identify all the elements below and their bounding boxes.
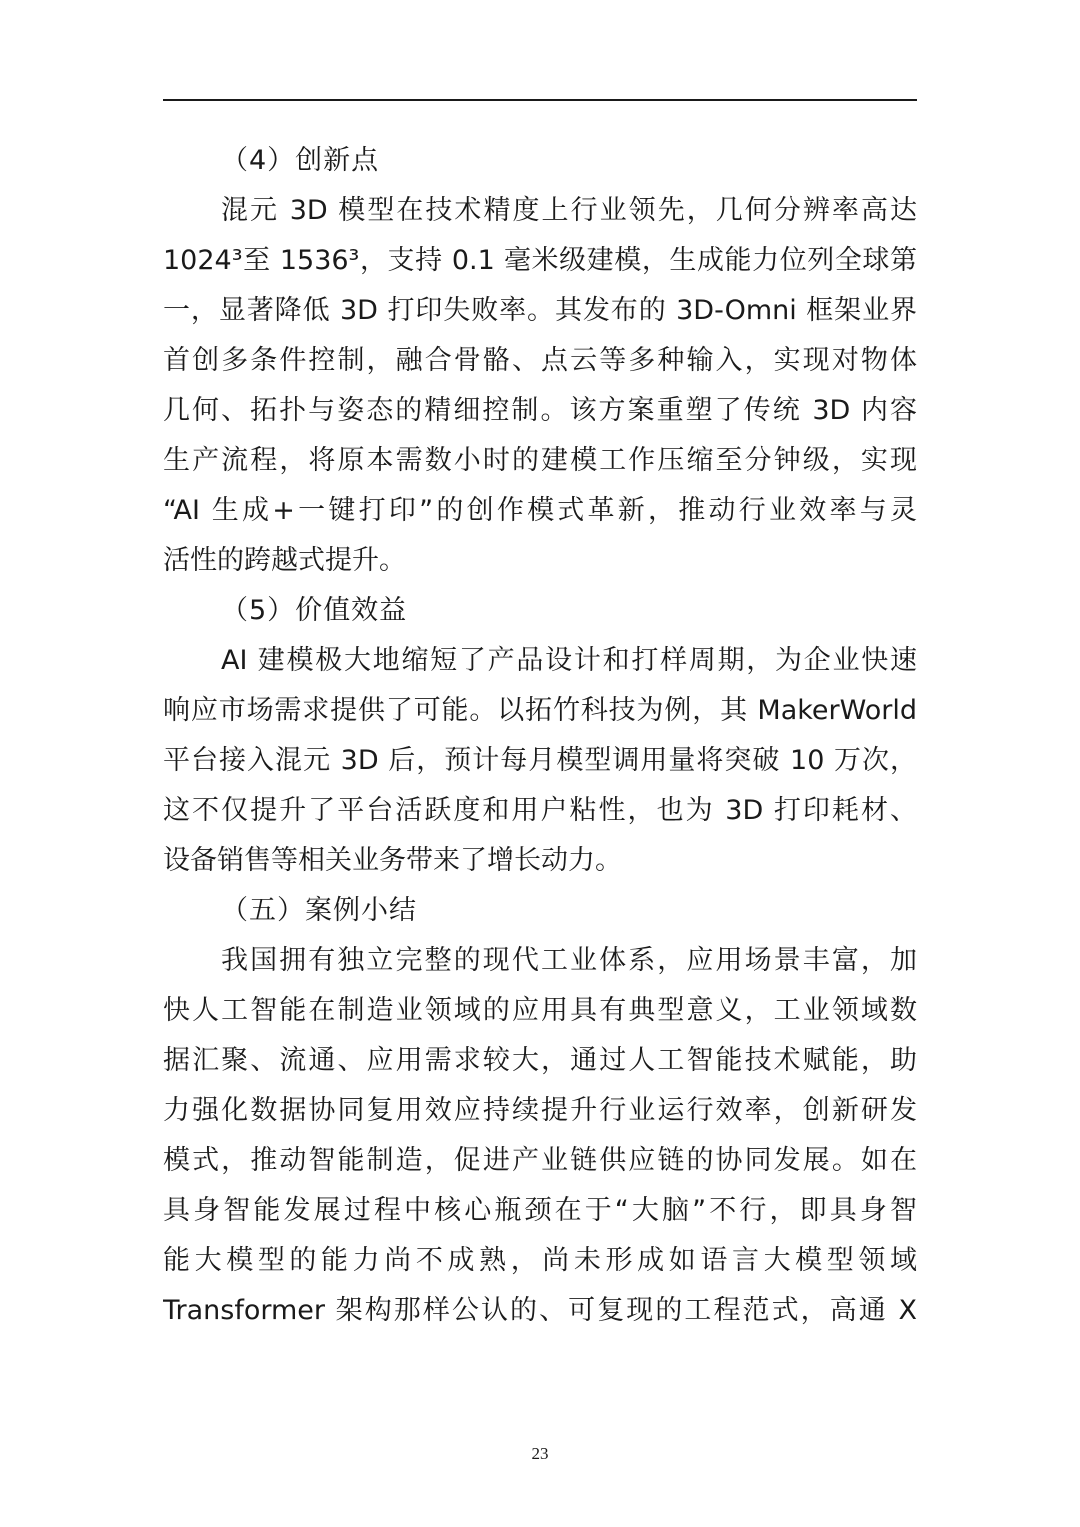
- paragraph-line: 我国拥有独立完整的现代工业体系，应用场景丰富，加: [221, 945, 917, 976]
- paragraph-line: 响应市场需求提供了可能。以拓竹科技为例，其 MakerWorld: [163, 695, 917, 726]
- paragraph-line: 1024³至 1536³，支持 0.1 毫米级建模，生成能力位列全球第: [163, 245, 917, 276]
- section-heading-value: （5）价值效益: [221, 595, 408, 626]
- paragraph-line: 具身智能发展过程中核心瓶颈在于“大脑”不行，即具身智: [163, 1195, 917, 1226]
- paragraph-line: 一，显著降低 3D 打印失败率。其发布的 3D-Omni 框架业界: [163, 295, 917, 326]
- paragraph-line: 快人工智能在制造业领域的应用具有典型意义，工业领域数: [163, 995, 917, 1026]
- paragraph-line: 混元 3D 模型在技术精度上行业领先，几何分辨率高达: [221, 195, 917, 226]
- paragraph-line: 活性的跨越式提升。: [163, 545, 406, 576]
- paragraph-line: 据汇聚、流通、应用需求较大，通过人工智能技术赋能，助: [163, 1045, 917, 1076]
- paragraph-line: Transformer 架构那样公认的、可复现的工程范式，高通 X: [163, 1295, 917, 1326]
- paragraph-line: “AI 生成+一键打印”的创作模式革新，推动行业效率与灵: [163, 495, 917, 526]
- section-heading-innovation: （4）创新点: [221, 145, 380, 176]
- page-body: [163, 136, 917, 1336]
- paragraph-line: 平台接入混元 3D 后，预计每月模型调用量将突破 10 万次，: [163, 745, 917, 776]
- header-rule: [163, 99, 917, 101]
- paragraph-line: 模式，推动智能制造，促进产业链供应链的协同发展。如在: [163, 1145, 917, 1176]
- page-number: 23: [531, 1444, 549, 1463]
- paragraph-line: 生产流程，将原本需数小时的建模工作压缩至分钟级，实现: [163, 445, 917, 476]
- paragraph-line: 首创多条件控制，融合骨骼、点云等多种输入，实现对物体: [163, 345, 917, 376]
- paragraph-line: 这不仅提升了平台活跃度和用户粘性，也为 3D 打印耗材、: [163, 795, 917, 826]
- paragraph-line: AI 建模极大地缩短了产品设计和打样周期，为企业快速: [221, 645, 917, 676]
- section-heading-summary: （五）案例小结: [221, 895, 417, 926]
- paragraph-line: 设备销售等相关业务带来了增长动力。: [163, 845, 622, 876]
- paragraph-line: 力强化数据协同复用效应持续提升行业运行效率，创新研发: [163, 1095, 917, 1126]
- paragraph-line: 几何、拓扑与姿态的精细控制。该方案重塑了传统 3D 内容: [163, 395, 917, 426]
- paragraph-line: 能大模型的能力尚不成熟，尚未形成如语言大模型领域: [163, 1245, 917, 1276]
